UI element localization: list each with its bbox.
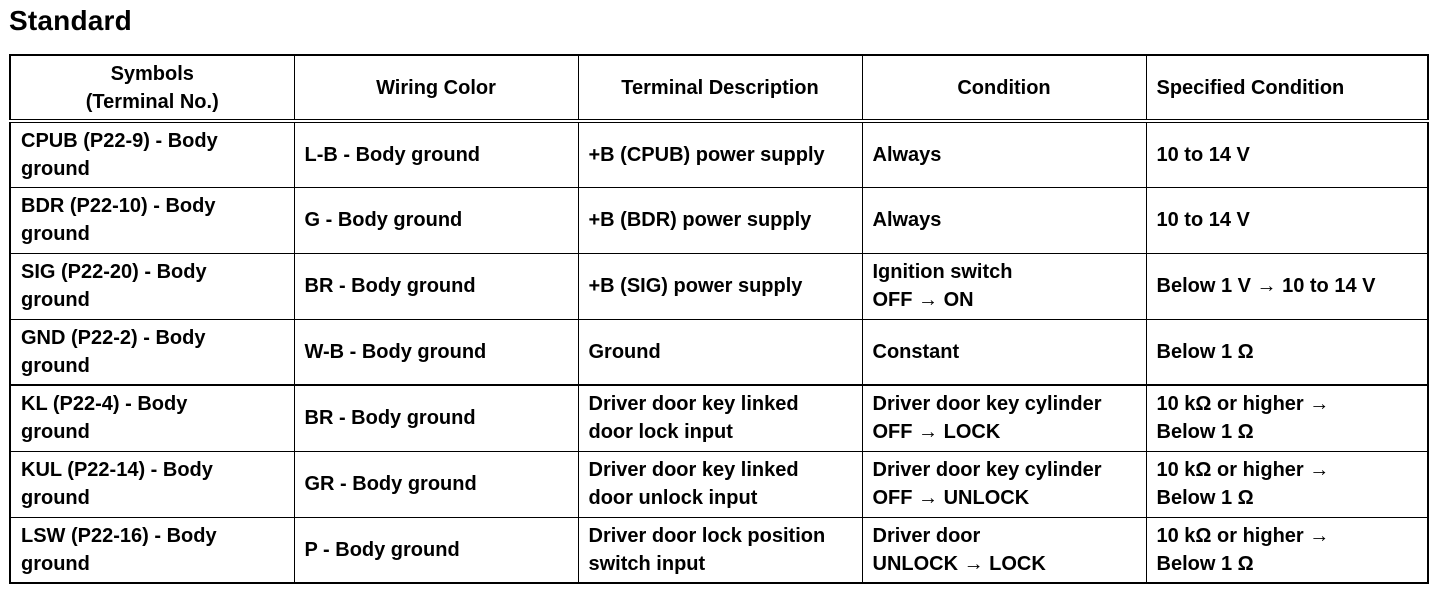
cell-specified-condition-line: 10 kΩ or higher → — [1156, 393, 1330, 416]
cell-specified-condition-line: 10 to 14 V — [1156, 209, 1250, 231]
cell-condition-line: Always — [872, 143, 942, 166]
cell-terminal-description-line: +B (BDR) power supply — [588, 209, 812, 231]
cell-terminal-description — [578, 187, 862, 253]
cell-wiring-color — [294, 319, 578, 385]
cell-symbols-line: CPUB (P22-9) - Body — [21, 129, 218, 152]
header-wiring-color: Wiring Color — [294, 55, 578, 121]
cell-condition — [862, 253, 1146, 319]
cell-condition — [862, 451, 1146, 517]
cell-wiring-color-line: P - Body ground — [304, 538, 460, 561]
cell-condition — [862, 187, 1146, 253]
cell-specified-condition-line: Below 1 Ω — [1156, 552, 1254, 575]
cell-specified-condition — [1146, 253, 1428, 319]
cell-wiring-color — [294, 517, 578, 583]
cell-wiring-color-line: GR - Body ground — [304, 473, 477, 495]
cell-wiring-color — [294, 121, 578, 187]
cell-wiring-color — [294, 253, 578, 319]
cell-symbols-line: ground — [21, 289, 90, 311]
cell-terminal-description-line: Driver door key linked — [588, 459, 799, 481]
cell-symbols-line: ground — [21, 223, 90, 245]
cell-condition-line: OFF → UNLOCK — [872, 487, 1030, 509]
cell-condition-line: OFF → LOCK — [872, 421, 1001, 444]
cell-terminal-description-line: Driver door lock position — [588, 524, 826, 547]
table-row — [10, 517, 1428, 583]
cell-terminal-description — [578, 385, 862, 451]
cell-terminal-description — [578, 451, 862, 517]
cell-symbols — [10, 187, 294, 253]
page-title: Standard — [9, 5, 132, 36]
cell-terminal-description — [578, 253, 862, 319]
cell-terminal-description — [578, 319, 862, 385]
cell-specified-condition-line: 10 kΩ or higher → — [1156, 459, 1330, 481]
cell-specified-condition — [1146, 517, 1428, 583]
cell-specified-condition-line: Below 1 Ω — [1156, 421, 1254, 444]
cell-symbols-line: KUL (P22-14) - Body — [21, 459, 213, 481]
cell-condition-line: OFF → ON — [872, 289, 974, 311]
header-symbols-line2: (Terminal No.) — [85, 90, 219, 113]
cell-terminal-description-line: Ground — [588, 340, 661, 363]
cell-specified-condition — [1146, 451, 1428, 517]
cell-condition-line: Driver door key cylinder — [872, 393, 1102, 416]
cell-condition — [862, 517, 1146, 583]
terminal-spec-table — [9, 54, 1429, 584]
cell-symbols-line: KL (P22-4) - Body — [21, 393, 188, 416]
cell-wiring-color — [294, 187, 578, 253]
table-body — [10, 121, 1428, 583]
cell-symbols-line: LSW (P22-16) - Body — [21, 524, 217, 547]
cell-specified-condition-line: Below 1 Ω — [1156, 340, 1254, 363]
cell-specified-condition-line: Below 1 V → 10 to 14 V — [1156, 275, 1376, 297]
table-row — [10, 253, 1428, 319]
header-symbols-line1: Symbols — [110, 62, 194, 85]
table-row — [10, 121, 1428, 187]
cell-condition — [862, 121, 1146, 187]
cell-terminal-description-line: Driver door key linked — [588, 393, 799, 416]
header-symbols — [10, 55, 294, 121]
cell-wiring-color-line: BR - Body ground — [304, 407, 476, 430]
cell-terminal-description-line: +B (SIG) power supply — [588, 275, 803, 297]
header-terminal-description: Terminal Description — [578, 55, 862, 121]
cell-specified-condition — [1146, 319, 1428, 385]
table-row — [10, 451, 1428, 517]
cell-terminal-description — [578, 517, 862, 583]
cell-symbols — [10, 451, 294, 517]
cell-wiring-color-line: BR - Body ground — [304, 275, 476, 297]
cell-condition-line: Driver door key cylinder — [872, 459, 1102, 481]
cell-wiring-color-line: G - Body ground — [304, 209, 463, 231]
cell-symbols — [10, 121, 294, 187]
table-header — [10, 55, 1428, 121]
cell-terminal-description-line: door unlock input — [588, 487, 758, 509]
cell-symbols-line: ground — [21, 354, 90, 377]
cell-condition-line: Always — [872, 209, 942, 231]
cell-terminal-description-line: switch input — [588, 552, 706, 575]
cell-condition-line: UNLOCK → LOCK — [872, 552, 1046, 575]
cell-terminal-description — [578, 121, 862, 187]
cell-symbols-line: ground — [21, 157, 90, 180]
cell-wiring-color — [294, 385, 578, 451]
header-row — [10, 55, 1428, 121]
cell-specified-condition-line: 10 to 14 V — [1156, 143, 1250, 166]
cell-symbols-line: SIG (P22-20) - Body — [21, 261, 207, 283]
cell-symbols — [10, 253, 294, 319]
cell-terminal-description-line: +B (CPUB) power supply — [588, 143, 825, 166]
cell-terminal-description-line: door lock input — [588, 421, 733, 444]
cell-symbols-line: ground — [21, 487, 90, 509]
cell-specified-condition-line: Below 1 Ω — [1156, 487, 1254, 509]
cell-symbols-line: BDR (P22-10) - Body — [21, 195, 216, 217]
cell-symbols — [10, 517, 294, 583]
table-row — [10, 385, 1428, 451]
header-specified-condition: Specified Condition — [1146, 55, 1428, 121]
cell-symbols — [10, 319, 294, 385]
cell-wiring-color-line: W-B - Body ground — [304, 340, 487, 363]
cell-specified-condition-line: 10 kΩ or higher → — [1156, 524, 1330, 547]
cell-symbols — [10, 385, 294, 451]
table-row — [10, 187, 1428, 253]
cell-condition — [862, 385, 1146, 451]
cell-condition-line: Ignition switch — [872, 261, 1013, 283]
header-condition: Condition — [862, 55, 1146, 121]
cell-symbols-line: ground — [21, 552, 90, 575]
cell-symbols-line: ground — [21, 421, 90, 444]
cell-specified-condition — [1146, 121, 1428, 187]
cell-condition-line: Driver door — [872, 524, 981, 547]
cell-wiring-color — [294, 451, 578, 517]
cell-specified-condition — [1146, 187, 1428, 253]
cell-specified-condition — [1146, 385, 1428, 451]
cell-condition-line: Constant — [872, 340, 960, 363]
cell-symbols-line: GND (P22-2) - Body — [21, 326, 206, 349]
cell-wiring-color-line: L-B - Body ground — [304, 143, 481, 166]
table-row — [10, 319, 1428, 385]
cell-condition — [862, 319, 1146, 385]
